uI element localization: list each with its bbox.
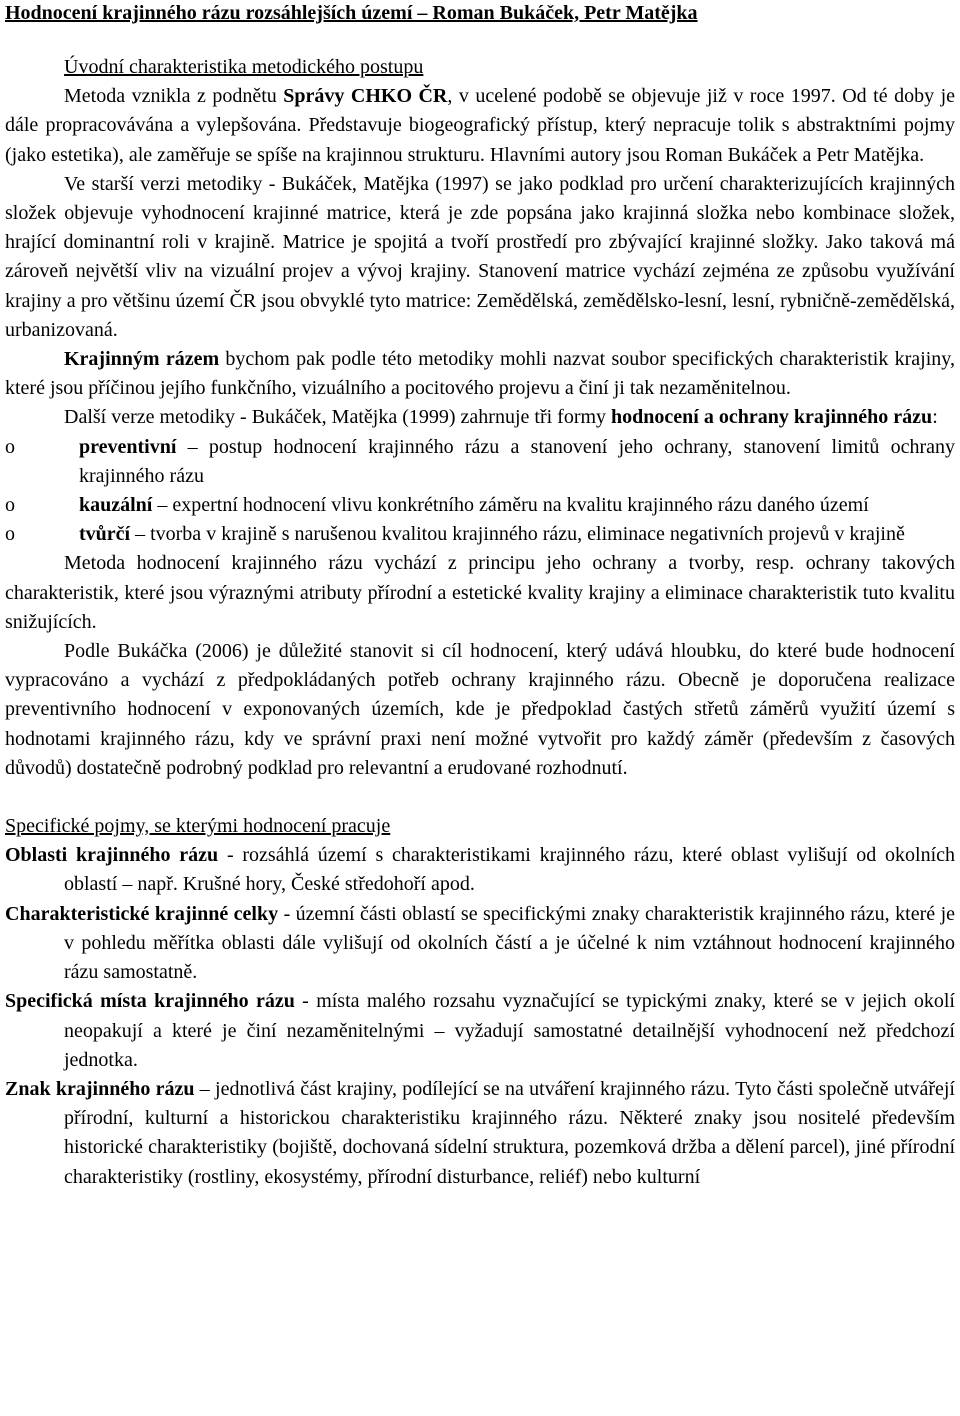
intro-heading: Úvodní charakteristika metodického postupu xyxy=(64,56,424,78)
bullet-marker: o xyxy=(5,494,15,517)
definition-text: – jednotlivá část krajiny, podílející se na utváření krajinného rázu. Tyto části společně utvářejí přírodní, kulturní a historickou charakteristiku krajinného rázu. Některé znaky jsou nositelé především historické charakteristiky (bojiště, dochovaná sídelní struktura, pozemková držba a dělení parcel), jiné přírodní charakteristiky (rostliny, ekosystémy, přírodní disturbance, reliéf) nebo kulturní xyxy=(64,1077,955,1188)
list-item-text: – postup hodnocení krajinného rázu a stanovení jeho ochrany, stanovení limitů ochrany krajinného rázu xyxy=(79,435,955,487)
definition-term: Charakteristické krajinné celky xyxy=(5,902,279,925)
intro-paragraph-4: Další verze metodiky - Bukáček, Matějka (1999) zahrnuje tři formy hodnocení a ochrany krajinného rázu: xyxy=(64,406,938,429)
list-item xyxy=(5,491,955,520)
list-item-text: – tvorba v krajině s narušenou kvalitou krajinného rázu, eliminace negativních projevů v krajině xyxy=(130,523,905,546)
definition-text: - místa malého rozsahu vyznačující se typickými znaky, které se v jejich okolí neopakují a které je činí nezaměnitelnými – vyžadují samostatné detailnější vyhodnocení než předchozí jednotka. xyxy=(64,990,955,1071)
list-item xyxy=(5,433,955,491)
terms-heading: Specifické pojmy, se kterými hodnocení pracuje xyxy=(5,815,391,838)
document-title: Hodnocení krajinného rázu rozsáhlejších území – Roman Bukáček, Petr Matějka xyxy=(5,2,698,24)
definition-term: Znak krajinného rázu xyxy=(5,1077,195,1100)
document-page xyxy=(5,0,955,1192)
forms-list xyxy=(5,433,955,550)
intro-paragraph-6: Podle Bukáčka (2006) je důležité stanovit si cíl hodnocení, který udává hloubku, do které bude hodnocení vypracováno a vychází z předpokládaných potřeb ochrany krajinného rázu. Obecně je doporučena realizace preventivního hodnocení v exponovaných územích, kde je předpoklad častých střetů záměrů využití území s hodnotami krajinného rázu, kdy ve správní praxi není možné vytvořit pro každý záměr (především z časových důvodů) dostatečně podrobný podklad pro relevantní a erudované rozhodnutí. xyxy=(5,640,955,779)
definition-term: Oblasti krajinného rázu xyxy=(5,844,219,867)
definition-item xyxy=(5,1075,955,1192)
intro-paragraph-2: Ve starší verzi metodiky - Bukáček, Matějka (1997) se jako podklad pro určení charakterizujících krajinných složek objevuje vyhodnocení krajinné matrice, která je zde popsána jako krajinná složka nebo kombinace složek, hrající dominantní roli v krajině. Matrice je spojitá a tvoří prostředí pro zbývající krajinné složky. Jako taková má zároveň největší vliv na vizuální projev a vývoj krajiny. Stanovení matrice vychází zejména ze způsobu využívání krajiny a pro většinu území ČR jsou obvyklé tyto matrice: Zemědělská, zemědělsko-lesní, lesní, rybničně-zemědělská, urbanizovaná. xyxy=(5,172,955,341)
intro-paragraph-3-bold: Krajinným rázem xyxy=(64,348,220,371)
list-item-term: preventivní xyxy=(79,435,177,458)
bullet-marker: o xyxy=(5,435,15,458)
definition-item xyxy=(5,900,955,988)
spacer xyxy=(5,783,955,812)
definition-item xyxy=(5,987,955,1075)
intro-paragraph-3: Krajinným rázem bychom pak podle této metodiky mohli nazvat soubor specifických charakteristik krajiny, které jsou příčinou jejího funkčního, vizuálního a pocitového projevu a činí ji tak nezaměnitelnou. xyxy=(5,348,955,400)
definition-text: - rozsáhlá území s charakteristikami krajinného rázu, které oblast vylišují od okolních oblastí – např. Krušné hory, České středohoří apod. xyxy=(64,844,955,896)
definition-item xyxy=(5,841,955,899)
list-item-term: tvůrčí xyxy=(79,523,131,546)
intro-paragraph-4-bold: hodnocení a ochrany krajinného rázu xyxy=(611,406,933,429)
list-item-text: – expertní hodnocení vlivu konkrétního záměru na kvalitu krajinného rázu daného území xyxy=(152,494,869,517)
intro-paragraph-1: Metoda vznikla z podnětu Správy CHKO ČR, v ucelené podobě se objevuje již v roce 1997. Od té doby je dále propracovávána a vylepšována. Představuje biogeografický přístup, který nepracuje tolik s abstraktními pojmy (jako estetika), ale zaměřuje se spíše na krajinnou strukturu. Hlavními autory jsou Roman Bukáček a Petr Matějka. xyxy=(5,85,956,166)
bullet-marker: o xyxy=(5,523,15,546)
list-item xyxy=(5,520,955,549)
intro-paragraph-5: Metoda hodnocení krajinného rázu vychází z principu jeho ochrany a tvorby, resp. ochrany takových charakteristik, které jsou výraznými atributy přírodní a estetické kvality krajiny a eliminace charakteristik tuto kvalitu snižujících. xyxy=(5,552,955,633)
definition-term: Specifická místa krajinného rázu xyxy=(5,990,295,1013)
definition-text: - územní části oblastí se specifickými znaky charakteristik krajinného rázu, které je v pohledu měřítka oblasti dále vylišují od okolních částí a je účelné k nim vztáhnout hodnocení krajinného rázu samostatně. xyxy=(64,902,956,984)
intro-paragraph-1-bold: Správy CHKO ČR xyxy=(283,85,448,108)
list-item-term: kauzální xyxy=(79,494,153,517)
spacer xyxy=(5,27,955,53)
